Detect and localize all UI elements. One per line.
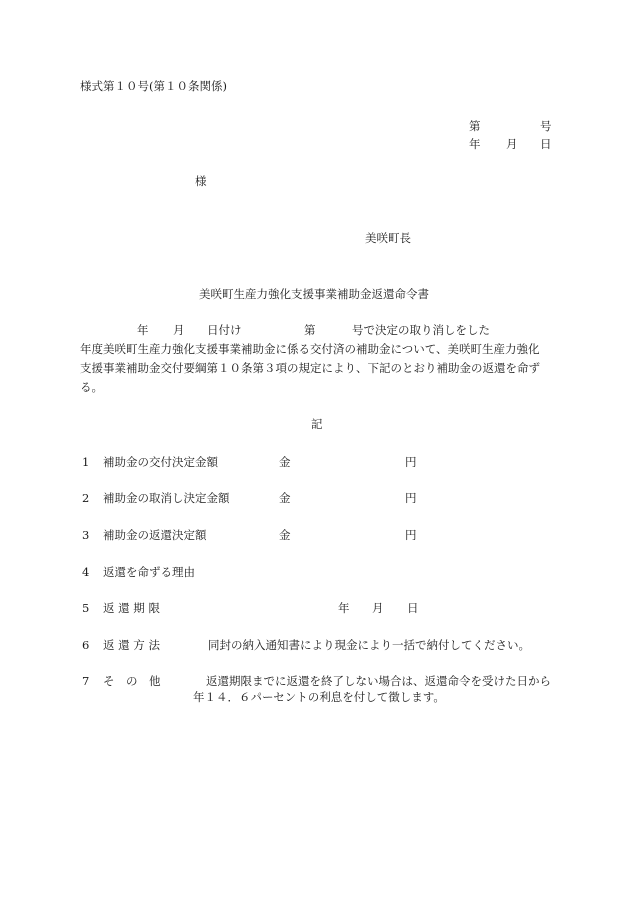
item-label: 返 還 方 法: [103, 638, 160, 652]
item-label: 返 還 期 限: [103, 601, 160, 615]
body-month: 月: [173, 323, 185, 337]
deadline-month: 月: [372, 601, 384, 615]
body-hitsuke: 日付け: [207, 323, 242, 337]
item-number: 7: [82, 674, 90, 688]
item-label: 補助金の交付決定金額: [103, 455, 218, 469]
item-number: 6: [82, 638, 90, 652]
date-year: 年: [469, 137, 481, 151]
issuer: 美咲町長: [365, 231, 411, 245]
item-yen: 円: [405, 528, 417, 542]
number-dai: 第: [469, 119, 481, 133]
body-line2: 年度美咲町生産力強化支援事業補助金に係る交付済の補助金について、美咲町生産力強化: [80, 342, 540, 356]
item-text: 同封の納入通知書により現金により一括で納付してください。: [208, 638, 530, 652]
deadline-year: 年: [338, 601, 350, 615]
body-dai: 第: [304, 323, 316, 337]
item-label: 補助金の取消し決定金額: [103, 491, 230, 505]
item-number: 1: [82, 455, 90, 469]
item-label: 補助金の返還決定額: [103, 528, 207, 542]
item-label: そ の 他: [103, 674, 161, 688]
item-number: 3: [82, 528, 90, 542]
deadline-day: 日: [407, 601, 419, 615]
item-number: 4: [82, 565, 90, 579]
form-label: 様式第１０号(第１０条関係): [80, 79, 227, 93]
item-number: 5: [82, 601, 90, 615]
date-month: 月: [506, 137, 518, 151]
item-kin: 金: [279, 491, 291, 505]
body-line4: る。: [80, 380, 103, 394]
body-year: 年: [137, 323, 149, 337]
body-line1-rest: 号で決定の取り消しをした: [352, 323, 490, 337]
item-text: 返還期限までに返還を終了しない場合は、返還命令を受けた日から: [206, 674, 551, 688]
ki-heading: 記: [311, 417, 323, 431]
number-go: 号: [540, 119, 552, 133]
addressee-sama: 様: [195, 174, 207, 188]
item-number: 2: [82, 491, 90, 505]
date-day: 日: [540, 137, 552, 151]
document-title: 美咲町生産力強化支援事業補助金返還命令書: [199, 287, 429, 301]
item-kin: 金: [279, 455, 291, 469]
item-label: 返還を命ずる理由: [103, 565, 195, 579]
item-kin: 金: [279, 528, 291, 542]
item-yen: 円: [405, 455, 417, 469]
body-line3: 支援事業補助金交付要綱第１０条第３項の規定により、下記のとおり補助金の返還を命ず: [80, 361, 540, 375]
item-yen: 円: [405, 491, 417, 505]
item-text-continued: 年１４．６パーセントの利息を付して徴します。: [193, 690, 445, 704]
